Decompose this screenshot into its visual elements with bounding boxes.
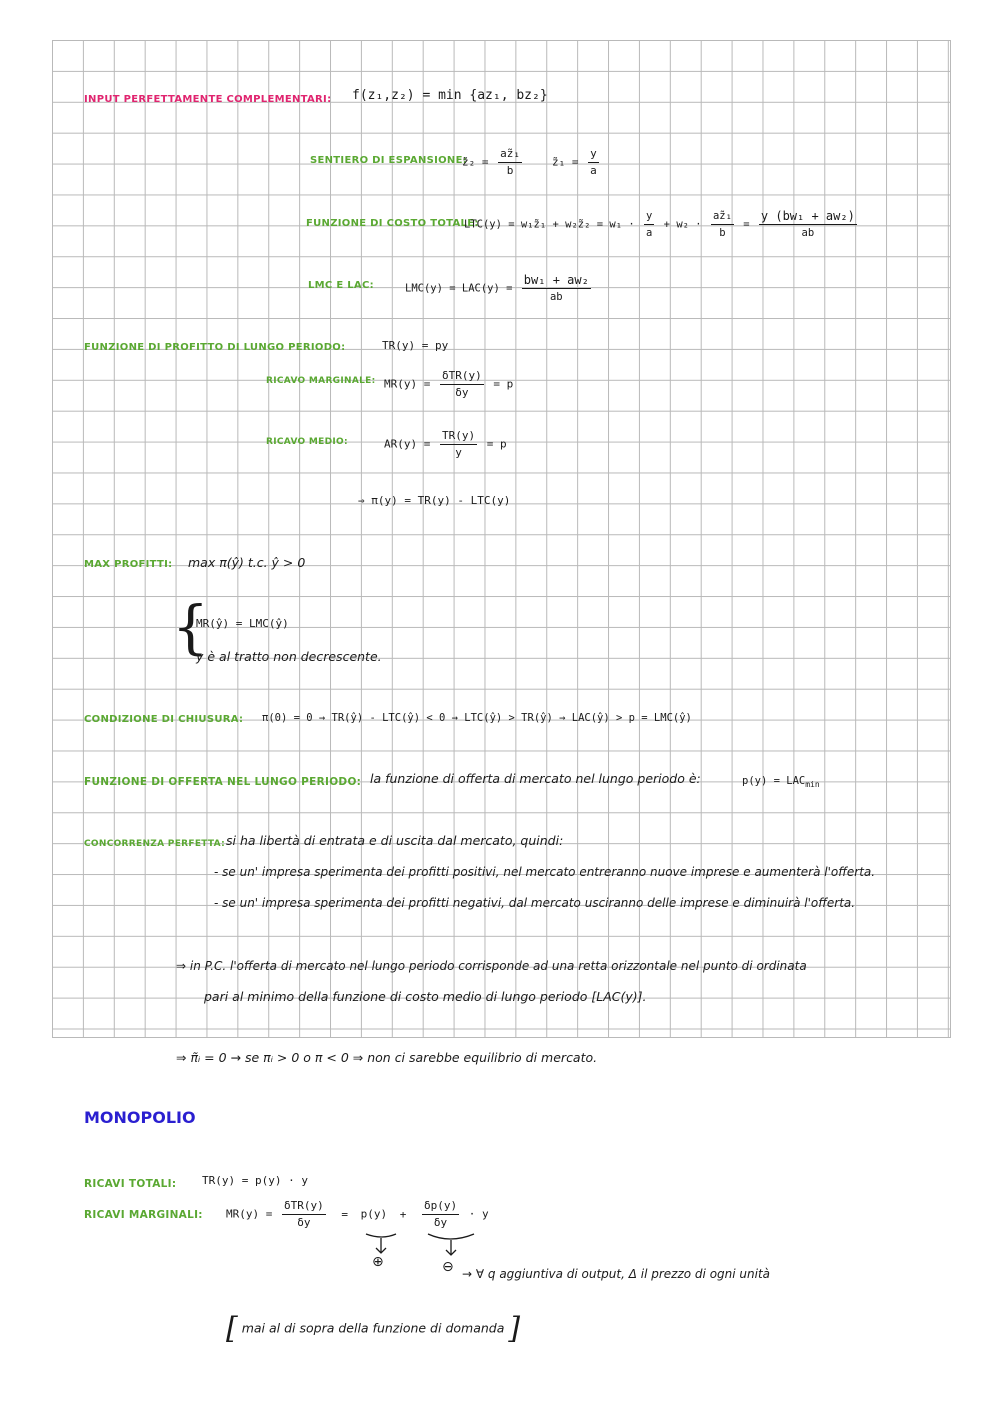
equilibrio-text: ⇒ π̃ᵢ = 0 → se πᵢ > 0 o π < 0 ⇒ non ci sarebbe equilibrio di mercato. xyxy=(176,1050,598,1065)
fraction-numerator: δTR(y) xyxy=(282,1198,326,1215)
fraction-denominator: ab xyxy=(801,227,815,239)
rm-tail: · y xyxy=(468,1207,489,1221)
max-profit-condition-1: MR(ŷ) = LMC(ŷ) xyxy=(196,617,289,630)
fraction-numerator: y xyxy=(644,208,654,225)
heading-condizione-chiusura: CONDIZIONE DI CHIUSURA: xyxy=(84,714,244,725)
sentiero-z1-lhs: z̃₁ = xyxy=(552,155,579,169)
monopolio-note: → ∀ q aggiuntiva di output, Δ il prezzo di ogni unità xyxy=(462,1267,771,1281)
offerta-text: la funzione di offerta di mercato nel lungo periodo è: xyxy=(370,771,701,786)
heading-concorrenza-perfetta: CONCORRENZA PERFETTA: xyxy=(84,839,225,849)
sign-positive-icon: ⊕ xyxy=(372,1254,384,1270)
fraction-denominator: b xyxy=(506,164,514,177)
fraction-numerator: y xyxy=(588,146,599,163)
heading-funzione-profitto: FUNZIONE DI PROFITTO DI LUNGO PERIODO: xyxy=(84,342,346,353)
costo-lhs: LTC(y) = w₁z̃₁ + w₂z̃₂ = w₁ · xyxy=(464,218,635,231)
concorrenza-conclusion-line-2: pari al minimo della funzione di costo medio di lungo periodo [LAC(y)]. xyxy=(204,989,647,1004)
chiusura-expr: π(0) = 0 → TR(ŷ) - LTC(ŷ) < 0 → LTC(ŷ) > TR(ŷ) → LAC(ŷ) > p = LMC(ŷ) xyxy=(262,712,692,724)
fraction-numerator: y (bw₁ + aw₂) xyxy=(760,209,855,223)
fraction-numerator: bw₁ + aw₂ xyxy=(523,273,589,287)
label-sentiero-espansione: SENTIERO DI ESPANSIONE: xyxy=(310,155,468,166)
label-ricavo-medio: RICAVO MEDIO: xyxy=(266,437,348,447)
concorrenza-bullet-1: - se un' impresa sperimenta dei profitti positivi, nel mercato entreranno nuove imprese e aumenterà l'offerta. xyxy=(214,865,876,879)
heading-funzione-offerta: FUNZIONE DI OFFERTA NEL LUNGO PERIODO: xyxy=(84,776,362,788)
fraction-numerator: az̃₁ xyxy=(711,208,734,225)
sentiero-z2-lhs: z̃₂ = xyxy=(462,155,489,169)
heading-max-profitti: MAX PROFITTI: xyxy=(84,559,173,570)
bracket-close: ] xyxy=(508,1311,521,1346)
offerta-formula-main: p(y) = LAC xyxy=(742,775,806,787)
underbrace-dp xyxy=(428,1234,474,1239)
max-profit-condition-2: y è al tratto non decrescente. xyxy=(196,649,382,664)
costo-eq: = xyxy=(743,218,750,231)
fraction-denominator: a xyxy=(646,227,653,239)
fraction-numerator: TR(y) xyxy=(440,428,477,445)
label-ricavi-totali: RICAVI TOTALI: xyxy=(84,1178,177,1190)
underbrace-py xyxy=(366,1234,396,1237)
fraction-denominator: δy xyxy=(455,386,469,399)
offerta-formula-sub: min xyxy=(805,780,820,790)
ar-lhs: AR(y) = xyxy=(384,437,431,451)
fraction-denominator: b xyxy=(719,227,726,239)
concorrenza-conclusion-line-1: ⇒ in P.C. l'offerta di mercato nel lungo periodo corrisponde ad una retta orizzontale nel punto di ordinata xyxy=(176,959,807,973)
concorrenza-intro: si ha libertà di entrata e di uscita dal mercato, quindi: xyxy=(226,833,564,848)
monopolio-bracket-note xyxy=(226,1311,521,1346)
label-lmc-lac: LMC E LAC: xyxy=(308,280,374,291)
profit-formula: ⇒ π(y) = TR(y) - LTC(y) xyxy=(358,494,511,507)
ar-rhs: = p xyxy=(486,437,507,451)
production-function: f(z₁,z₂) = min {az₁, bz₂} xyxy=(352,88,548,103)
fraction-denominator: ab xyxy=(549,291,563,303)
tr-formula: TR(y) = py xyxy=(382,339,449,352)
label-funzione-costo-totale: FUNZIONE DI COSTO TOTALE: xyxy=(306,218,479,229)
max-profit-expr: max π(ŷ) t.c. ŷ > 0 xyxy=(188,555,306,570)
label-ricavo-marginale: RICAVO MARGINALE: xyxy=(266,376,376,386)
mr-rhs: = p xyxy=(493,377,514,391)
rm-lhs: MR(y) = xyxy=(226,1207,273,1221)
mr-lhs: MR(y) = xyxy=(384,377,431,391)
concorrenza-bullet-2: - se un' impresa sperimenta dei profitti negativi, dal mercato usciranno delle imprese e diminuirà l'offerta. xyxy=(214,896,856,910)
ricavi-totali-expr: TR(y) = p(y) · y xyxy=(202,1174,308,1187)
bracket-open: [ xyxy=(226,1311,238,1346)
brace-symbol: { xyxy=(172,593,209,661)
rm-py: p(y) xyxy=(360,1207,388,1221)
rm-plus: + xyxy=(399,1207,407,1221)
costo-mid: + w₂ · xyxy=(663,218,702,231)
fraction-denominator: a xyxy=(590,164,597,177)
label-ricavi-marginali: RICAVI MARGINALI: xyxy=(84,1209,203,1221)
fraction-denominator: y xyxy=(455,446,462,459)
rm-eq: = xyxy=(341,1207,348,1221)
fraction-numerator: δp(y) xyxy=(422,1198,459,1215)
fraction-denominator: δy xyxy=(433,1216,448,1229)
sign-negative-icon: ⊖ xyxy=(442,1259,454,1275)
lmc-lhs: LMC(y) = LAC(y) = xyxy=(405,282,513,295)
heading-monopolio: MONOPOLIO xyxy=(84,1108,196,1127)
fraction-denominator: δy xyxy=(297,1216,311,1229)
fraction-numerator: δTR(y) xyxy=(440,368,484,385)
heading-input-complementari: INPUT PERFETTAMENTE COMPLEMENTARI: xyxy=(84,94,332,105)
fraction-numerator: az̃₁ xyxy=(498,146,522,163)
bracket-text: mai al di sopra della funzione di domanda xyxy=(241,1320,505,1336)
